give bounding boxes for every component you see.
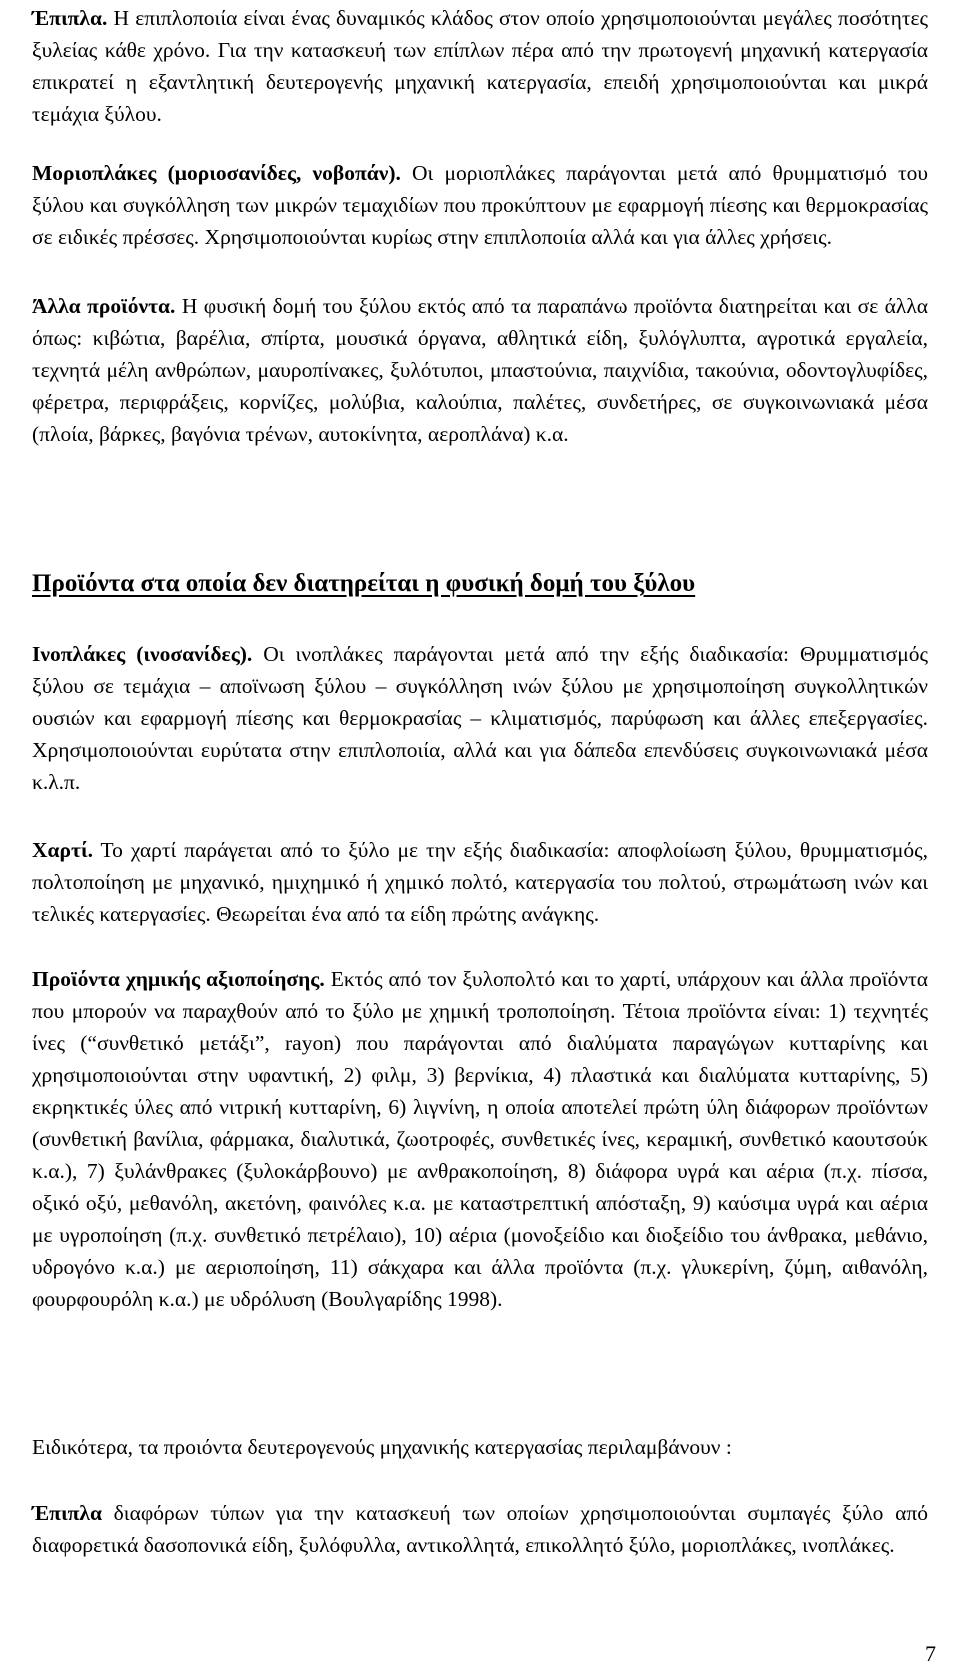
paragraph-text: διαφόρων τύπων για την κατασκευή των οποίων χρησιμοποιούνται συμπαγές ξύλο από διαφορετικά δασοπονικά είδη, ξυλόφυλλα, αντικολλητά, επικολλητό ξύλο, μοριοπλάκες, ινοπλάκες. — [32, 1501, 929, 1557]
paragraph-title: Έπιπλα. — [32, 6, 108, 30]
section-heading: Προϊόντα στα οποία δεν διατηρείται η φυσική δομή του ξύλου — [32, 570, 696, 597]
paragraph-text: Εκτός από τον ξυλοπολτό και το χαρτί, υπάρχουν και άλλα προϊόντα που μπορούν να παραχθούν από το ξύλο με χημική τροποποίηση. Τέτοια προϊόντα είναι: 1) τεχνητές ίνες (“συνθετικό μετάξι”, rayon) που παράγονται από διαλύματα παραγώγων κυτταρίνης και χρησιμοποιούνται στην υφαντική, 2) φιλμ, 3) βερνίκια, 4) πλαστικά και διαλύματα κυτταρίνης, 5) εκρηκτικές ύλες από νιτρική κυτταρίνη, 6) λιγνίνη, η οποία αποτελεί πρώτη ύλη διάφορων προϊόντων (συνθετική βανίλια, φάρμακα, διαλυτικά, ζωοτροφές, συνθετικές ίνες, κεραμική, συνθετικό καουτσούκ κ.α.), 7) ξυλάνθρακες (ξυλοκάρβουνο) με ανθρακοποίηση, 8) διάφορα υγρά και αέρια (π.χ. πίσσα, οξικό οξύ, μεθανόλη, ακετόνη, φαινόλες κ.α. με καταστρεπτική απόσταξη, 9) καύσιμα υγρά και αέρια με υγροποίηση (π.χ. συνθετικό πετρέλαιο), 10) αέρια (μονοξείδιο και διοξείδιο του άνθρακα, μεθάνιο, υδρογόνο κ.α.) με αεριοποίηση, 11) σάκχαρα και άλλα προϊόντα (π.χ. γλυκερίνη, ζύμη, αιθανόλη, φουρφουρόλη κ.α.) με υδρόλυση (Βουλγαρίδης 1998). — [32, 967, 928, 1311]
paragraph-title: Προϊόντα χημικής αξιοποίησης. — [32, 967, 325, 991]
page-number: 7 — [925, 1641, 936, 1666]
paragraph-text: Οι μοριοπλάκες παράγονται μετά από θρυμματισμό του ξύλου και συγκόλληση των μικρών τεμαχιδίων που προκύπτουν με εφαρμογή πίεσης και θερμοκρασίας σε ειδικές πρέσσες. Χρησιμοποιούνται κυρίως στην επιπλοποιία αλλά και για άλλες χρήσεις. — [32, 161, 929, 249]
paragraph-text: Ειδικότερα, τα προιόντα δευτερογενούς μηχανικής κατεργασίας περιλαμβάνουν : — [32, 1435, 732, 1459]
paragraph-text: Η επιπλοποιία είναι ένας δυναμικός κλάδος στον οποίο χρησιμοποιούνται μεγάλες ποσότητες ξυλείας κάθε χρόνο. Για την κατασκευή των επίπλων πέρα από την πρωτογενή μηχανική κατεργασία επικρατεί η εξαντλητική δευτερογενής μηχανική κατεργασία, επειδή χρησιμοποιούνται και μικρά τεμάχια ξύλου. — [32, 6, 929, 126]
paragraph-other-products — [32, 290, 928, 450]
paragraph-text: Το χαρτί παράγεται από το ξύλο με την εξής διαδικασία: αποφλοίωση ξύλου, θρυμματισμός, πολτοποίηση με μηχανικό, ημιχημικό ή χημικό πολτό, κατεργασία του πολτού, στρωμάτωση ινών και τελικές κατεργασίες. Θεωρείται ένα από τα είδη πρώτης ανάγκης. — [32, 838, 928, 926]
paragraph-title: Χαρτί. — [32, 838, 93, 862]
paragraph-fiberboard — [32, 638, 928, 798]
paragraph-title: Ινοπλάκες (ινοσανίδες). — [32, 642, 253, 666]
paragraph-text: Οι ινοπλάκες παράγονται μετά από την εξής διαδικασία: Θρυμματισμός ξύλου σε τεμάχια – αποϊνωση ξύλου – συγκόλληση ινών ξύλου με χρησιμοποίηση συγκολλητικών ουσιών και εφαρμογή πίεσης και θερμοκρασίας – κλιματισμός, παρύφωση και άλλες επεξεργασίες. Χρησιμοποιούνται ευρύτατα στην επιπλοποιία, αλλά και για δάπεδα επενδύσεις συγκοινωνιακά μέσα κ.λ.π. — [32, 642, 928, 794]
paragraph-title: Μοριοπλάκες (μοριοσανίδες, νοβοπάν). — [32, 161, 401, 185]
paragraph-chemical-products — [32, 963, 928, 1315]
paragraph-particleboard — [32, 157, 928, 253]
paragraph-title: Άλλα προϊόντα. — [32, 294, 176, 318]
paragraph-secondary-intro — [32, 1431, 732, 1463]
paragraph-furniture — [32, 2, 928, 130]
paragraph-title: Έπιπλα — [32, 1501, 102, 1525]
paragraph-furniture-types — [32, 1497, 928, 1561]
paragraph-paper — [32, 834, 928, 930]
paragraph-text: Η φυσική δομή του ξύλου εκτός από τα παραπάνω προϊόντα διατηρείται και σε άλλα όπως: κιβώτια, βαρέλια, σπίρτα, μουσικά όργανα, αθλητικά είδη, ξυλόγλυπτα, αγροτικά εργαλεία, τεχνητά μέλη ανθρώπων, μαυροπίνακες, ξυλότυποι, μπαστούνια, παιχνίδια, τακούνια, οδοντογλυφίδες, φέρετρα, περιφράξεις, κορνίζες, μολύβια, καλούπια, παλέτες, συνδετήρες, σε συγκοινωνιακά μέσα (πλοία, βάρκες, βαγόνια τρένων, αυτοκίνητα, αεροπλάνα) κ.α. — [32, 294, 929, 446]
